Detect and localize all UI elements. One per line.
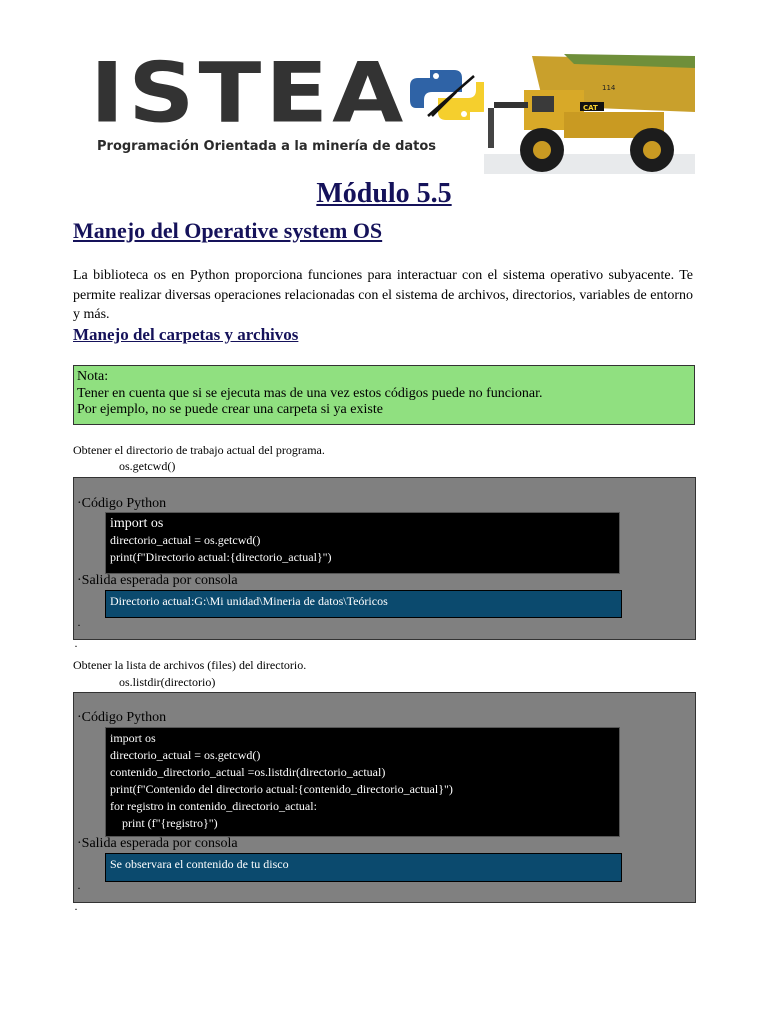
code-line: contenido_directorio_actual =os.listdir(directorio_actual) — [110, 765, 386, 779]
note-line: Por ejemplo, no se puede crear una carpeta si ya existe — [77, 402, 383, 417]
truck-brand: CAT — [583, 104, 598, 112]
console-output: Directorio actual:G:\Mi unidad\Mineria de datos\Teóricos — [105, 590, 622, 618]
step-function: os.getcwd() — [119, 459, 176, 473]
code-line: print(f"Directorio actual:{directorio_actual}") — [110, 550, 332, 564]
code-label: ·Código Python — [77, 496, 167, 511]
separator-dot: · — [74, 902, 78, 916]
step-description: Obtener el directorio de trabajo actual del programa. — [73, 443, 325, 457]
code-line: print(f"Contenido del directorio actual:{contenido_directorio_actual}") — [110, 782, 453, 796]
python-logo-icon — [408, 66, 494, 124]
note-heading: Nota: — [77, 369, 109, 384]
subsection-title: Manejo del carpetas y archivos — [73, 325, 299, 344]
code-label: ·Código Python — [77, 710, 167, 725]
code-line: directorio_actual = os.getcwd() — [110, 748, 261, 762]
code-container — [73, 477, 696, 640]
separator-dot: · — [77, 618, 81, 632]
step-description: Obtener la lista de archivos (files) del directorio. — [73, 658, 307, 672]
code-container — [73, 692, 696, 903]
output-label: ·Salida esperada por consola — [77, 836, 238, 851]
code-block — [105, 512, 620, 574]
intro-paragraph: La biblioteca os en Python proporciona funciones para interactuar con el sistema operativo subyacente. Te permite realizar diversas operaciones relacionadas con el sistema de archivos, directorios, variables de entorno y más. — [73, 268, 693, 322]
output-label: ·Salida esperada por consola — [77, 573, 238, 588]
code-line: print (f"{registro}") — [110, 816, 218, 830]
step-function: os.listdir(directorio) — [119, 675, 216, 689]
console-output: Se observara el contenido de tu disco — [105, 853, 622, 882]
truck-number: 114 — [602, 84, 616, 92]
separator-dot: · — [74, 639, 78, 653]
module-title: Módulo 5.5 — [316, 178, 452, 209]
section-title: Manejo del Operative system OS — [73, 218, 383, 243]
logo-subtitle: Programación Orientada a la minería de datos — [97, 139, 437, 154]
separator-dot: · — [77, 881, 81, 895]
note-box — [73, 365, 695, 425]
code-block — [105, 727, 620, 837]
code-line: import os — [110, 731, 156, 745]
code-line: import os — [110, 516, 164, 531]
istea-logo: ISTEA — [90, 44, 408, 142]
code-line: for registro in contenido_directorio_actual: — [110, 799, 317, 813]
code-line: directorio_actual = os.getcwd() — [110, 533, 261, 547]
mining-truck-icon — [484, 50, 695, 174]
note-line: Tener en cuenta que si se ejecuta mas de una vez estos códigos puede no funcionar. — [77, 385, 543, 401]
